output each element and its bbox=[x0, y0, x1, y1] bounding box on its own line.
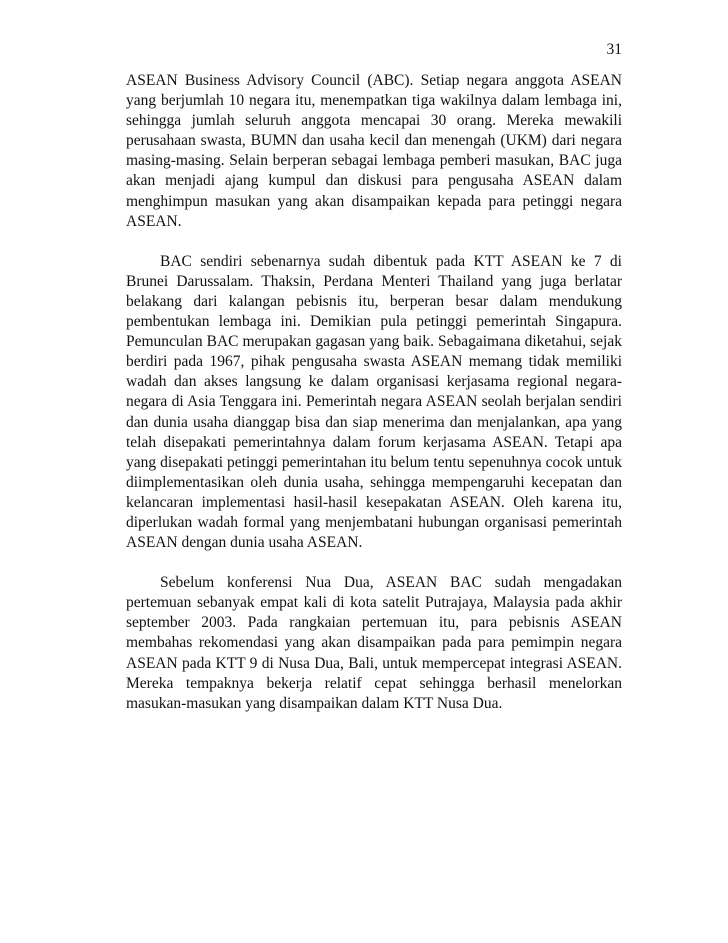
page-number: 31 bbox=[606, 41, 622, 58]
paragraph-2: BAC sendiri sebenarnya sudah dibentuk pada KTT ASEAN ke 7 di Brunei Darussalam. Thaksin, Perdana Menteri Thailand yang juga berlatar belakang dari kalangan pebisnis itu, berperan besar dalam mendukung pembentukan lembaga ini. Demikian pula petinggi pemerintah Singapura. Pemunculan BAC merupakan gagasan yang baik. Sebagaimana diketahui, sejak berdiri pada 1967, pihak pengusaha swasta ASEAN memang tidak memiliki wadah dan akses langsung ke dalam organisasi kerjasama regional negara-negara di Asia Tenggara ini. Pemerintah negara ASEAN seolah berjalan sendiri dan dunia usaha dianggap bisa dan siap menerima dan menjalankan, apa yang telah disepakati pemerintahnya dalam forum kerjasama ASEAN. Tetapi apa yang disepakati petinggi pemerintahan itu belum tentu sepenuhnya cocok untuk diimplementasikan oleh dunia usaha, sehingga mempengaruhi kecepatan dan kelancaran implementasi hasil-hasil kesepakatan ASEAN. Oleh karena itu, diperlukan wadah formal yang menjembatani hubungan organisasi pemerintah ASEAN dengan dunia usaha ASEAN. bbox=[126, 252, 622, 552]
paragraph-3: Sebelum konferensi Nua Dua, ASEAN BAC sudah mengadakan pertemuan sebanyak empat kali di kota satelit Putrajaya, Malaysia pada akhir september 2003. Pada rangkaian pertemuan itu, para pebisnis ASEAN membahas rekomendasi yang akan disampaikan pada para pemimpin negara ASEAN pada KTT 9 di Nusa Dua, Bali, untuk mempercepat integrasi ASEAN. Mereka tempaknya bekerja relatif cepat sehingga berhasil menelorkan masukan-masukan yang disampaikan dalam KTT Nusa Dua. bbox=[126, 574, 622, 712]
document-body bbox=[126, 71, 622, 734]
paragraph-1: ASEAN Business Advisory Council (ABC). Setiap negara anggota ASEAN yang berjumlah 10 negara itu, menempatkan tiga wakilnya dalam lembaga ini, sehingga jumlah seluruh anggota mencapai 30 orang. Mereka mewakili perusahaan swasta, BUMN dan usaha kecil dan menengah (UKM) dari negara masing-masing. Selain berperan sebagai lembaga pemberi masukan, BAC juga akan menjadi ajang kumpul dan diskusi para pengusaha ASEAN dalam menghimpun masukan yang akan disampaikan kepada para petinggi negara ASEAN. bbox=[126, 72, 622, 230]
